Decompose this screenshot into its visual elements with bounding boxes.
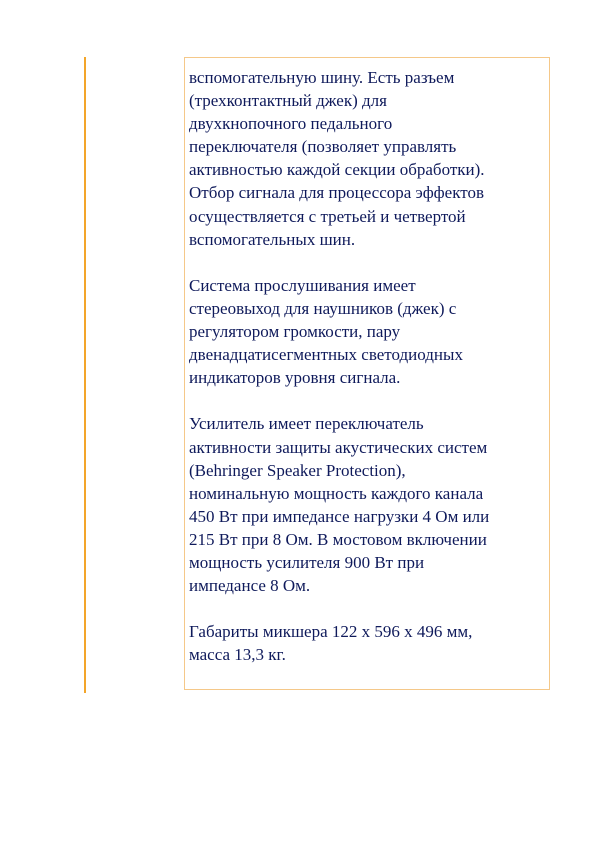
text-line: переключателя (позволяет управлять (189, 137, 457, 157)
text-line: активностью каждой секции обработки). (189, 160, 485, 180)
text-line: двенадцатисегментных светодиодных (189, 345, 463, 365)
text-line: вспомогательных шин. (189, 229, 356, 249)
text-line: индикаторов уровня сигнала. (189, 368, 401, 388)
text-line: Габариты микшера 122 x 596 x 496 мм, (189, 622, 473, 642)
text-frame (184, 57, 550, 690)
text-line: импедансе 8 Ом. (189, 576, 311, 596)
left-margin-rule (84, 57, 86, 693)
text-line: осуществляется с третьей и четвертой (189, 206, 466, 226)
text-line: стереовыход для наушников (джек) с (189, 298, 457, 318)
document-body (189, 66, 547, 666)
text-line: мощность усилителя 900 Вт при (189, 552, 425, 572)
text-line: (трехконтактный джек) для (189, 91, 387, 111)
paragraph-dimensions (189, 620, 547, 666)
text-line: 215 Вт при 8 Ом. В мостовом включении (189, 529, 487, 549)
text-line: вспомогательную шину. Есть разъем (189, 68, 455, 87)
text-line: 450 Вт при импедансе нагрузки 4 Ом или (189, 506, 490, 526)
text-line: масса 13,3 кг. (189, 645, 286, 665)
text-line: (Behringer Speaker Protection), (189, 460, 406, 480)
text-line: двухкнопочного педального (189, 114, 393, 134)
paragraph-amplifier (189, 412, 547, 597)
text-line: Усилитель имеет переключатель (189, 414, 424, 434)
text-line: регулятором громкости, пару (189, 322, 401, 342)
text-line: Отбор сигнала для процессора эффектов (189, 183, 484, 203)
paragraph-monitoring (189, 274, 547, 389)
text-line: Система прослушивания имеет (189, 275, 416, 295)
text-line: номинальную мощность каждого канала (189, 483, 484, 503)
text-line: активности защиты акустических систем (189, 437, 488, 457)
paragraph-aux-bus (189, 66, 547, 251)
